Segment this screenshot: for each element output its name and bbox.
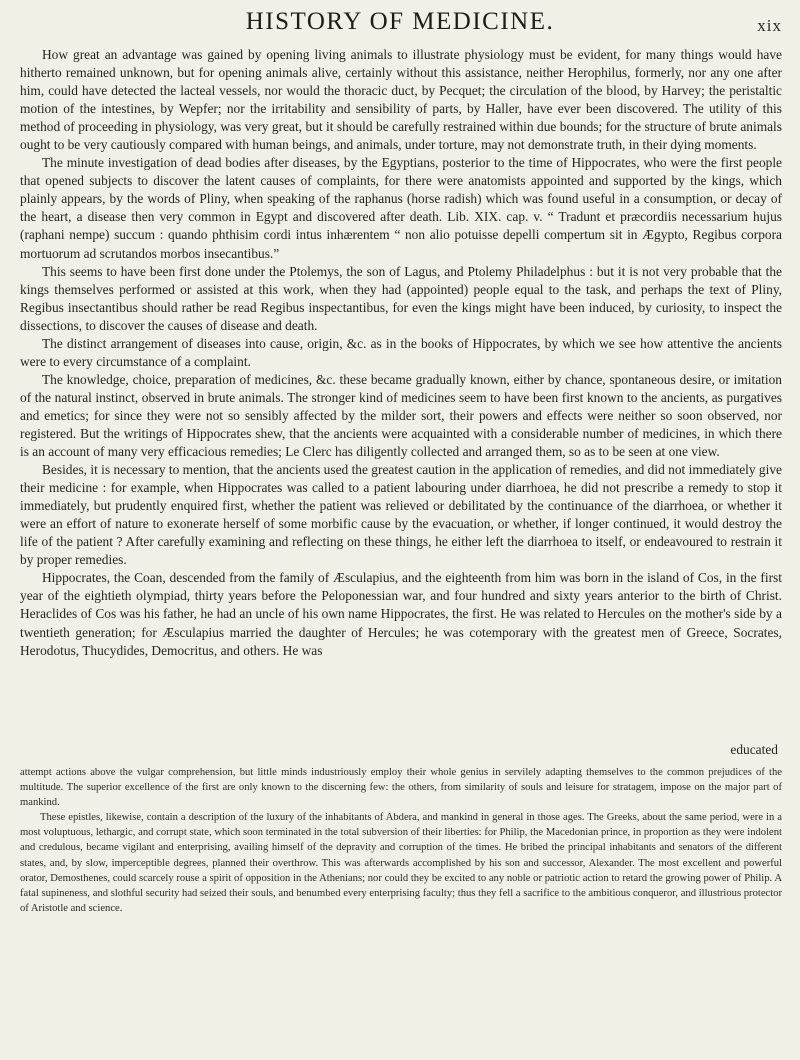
page-header <box>0 6 800 46</box>
paragraph-medicines: The knowledge, choice, preparation of medicines, &c. these became gradually known, either by chance, spontaneous desire, or imitation of the natural instinct, observed in brute animals. The stronger kind of medicines seem to have been first known to the ancients, as purgatives and emetics; for since they were not so sensibly affected by the milder sort, their powers and effects were neither so soon observed, nor registered. But the writings of Hippocrates shew, that the ancients were acquainted with a considerable number of medicines, in which there is an account of many very efficacious remedies; Le Clerc has diligently collected and arranged them, so as to be seen at one view. <box>20 371 782 460</box>
page-number: xix <box>757 16 782 35</box>
paragraph-hippocrates: Hippocrates, the Coan, descended from the family of Æsculapius, and the eighteenth from him was born in the island of Cos, in the first year of the eightieth olympiad, thirty years before the Peloponessian war, and four hundred and sixty years anterior to the birth of Christ. Heraclides of Cos was his father, he had an uncle of his own name Hippocrates, the first. He was related to Hercules on the mother's side by a twentieth generation; for Æsculapius married the daughter of Hercules; he was cotemporary with the greatest men of Greece, Socrates, Herodotus, Thucydides, Democritus, and others. He was <box>20 570 782 658</box>
paragraph-caution-remedies: Besides, it is necessary to mention, that the ancients used the greatest caution in the application of remedies, and did not immediately give their medicine : for example, when Hippocrates was called to a patient labouring under diarrhoea, he did not prescribe a remedy to stop it immediately, but prudently enquired first, whether the patient was relieved or debilitated by the continuance of the diarrhoea, or whether it were an effort of nature to exonerate herself of some morbific cause by the evacuation, or whether, if longer continued, it would destroy the life of the patient ? After carefully examining and reflecting on these things, he either left the diarrhoea to itself, or endeavoured to restrain it by proper remedies. <box>20 462 782 568</box>
footnote-epistles: These epistles, likewise, contain a description of the luxury of the inhabitants of Abdera, and mankind in general in those ages. The Greeks, about the same period, were in a most voluptuous, lethargic, and corrupt state, which soon terminated in the total subversion of their liberties: for Philip, the Macedonian prince, in proportion as they were indolent and credulous, became vigilant and enterprising, availing himself of the depravity and corruption of the times. He bribed the principal inhabitants and senators of the different states, and, by slow, imperceptible degrees, planned their overthrow. This was afterwards accomplished by his son and successor, Alexander. The most excellent and powerful orator, Demosthenes, could scarcely rouse a spirit of opposition in the Athenians; nor could they be excited to any noble or patriotic action to retard the growing power of Philip. A fatal supineness, and slothful security had seized their souls, and benumbed every enterprising faculty; thus they fell a sacrifice to the ambitious conqueror, and illustrious protector of Aristotle and science. <box>20 812 782 914</box>
catchword: educated <box>730 742 778 757</box>
paragraph-arrangement-of-diseases: The distinct arrangement of diseases into cause, origin, &c. as in the books of Hippocrates, by which we see how attentive the ancients were to every circumstance of a complaint. <box>20 335 782 369</box>
paragraph-vivisection: How great an advantage was gained by opening living animals to illustrate physiology must be evident, for many things would have hitherto remained unknown, but for opening animals alive, certainly without this assistance, neither Herophilus, formerly, nor any one after him, could have detected the lacteal vessels, nor would the thoracic duct, by Pecquet; the circulation of the blood, by Harvey; the peristaltic motion of the intestines, by Wepfer; nor the irritability and sensibility of parts, by Haller, have ever been discovered. The utility of this method of proceeding in physiology, was very great, but it should be carefully restrained within due bounds; for the structure of brute animals ought to be very cautiously compared with human beings, and animals, under torture, may not demonstrate truth, in their dying moments. <box>20 47 782 153</box>
paragraph-egyptian-dissection: The minute investigation of dead bodies after diseases, by the Egyptians, posterior to the time of Hippocrates, who were the first people that opened subjects to discover the latent causes of complaints, for there were anatomists appointed and supported by the kings, which plainly appears, by the words of Pliny, when speaking of the raphanus (horse radish) which was found useful in a consumption, or decay of the heart, a disease then very common in Egypt and discovered after death. Lib. XIX. cap. v. “ Tradunt et præcordiis necessarium hujus (raphani nempe) succum : quando phthisim cordi intus inhærentem “ non alio potuisse depelli compertum sit in Ægypto, Regibus corpora mortuorum ad scrutandos morbos insecantibus.” <box>20 155 782 261</box>
main-text <box>20 46 782 660</box>
running-head: HISTORY OF MEDICINE. <box>245 8 555 35</box>
footnotes <box>20 765 782 916</box>
footnote-continuation: attempt actions above the vulgar comprehension, but little minds industriously employ their whole genius in servilely adapting themselves to the common prejudices of the multitude. The superior excellence of the first are only known to the discerning few: the others, from similarity of souls and leisure for stratagem, impose on the major part of mankind. <box>20 767 782 809</box>
paragraph-ptolemys: This seems to have been first done under the Ptolemys, the son of Lagus, and Ptolemy Philadelphus : but it is not very probable that the kings themselves performed or assisted at this work, when they had (appointed) people equal to the task, and perhaps the text of Pliny, Regibus insectantibus should rather be read Regibus inspectantibus, for even the kings might have been induced, by curiosity, to inspect the dissections, to discover the causes of disease and death. <box>20 263 782 333</box>
